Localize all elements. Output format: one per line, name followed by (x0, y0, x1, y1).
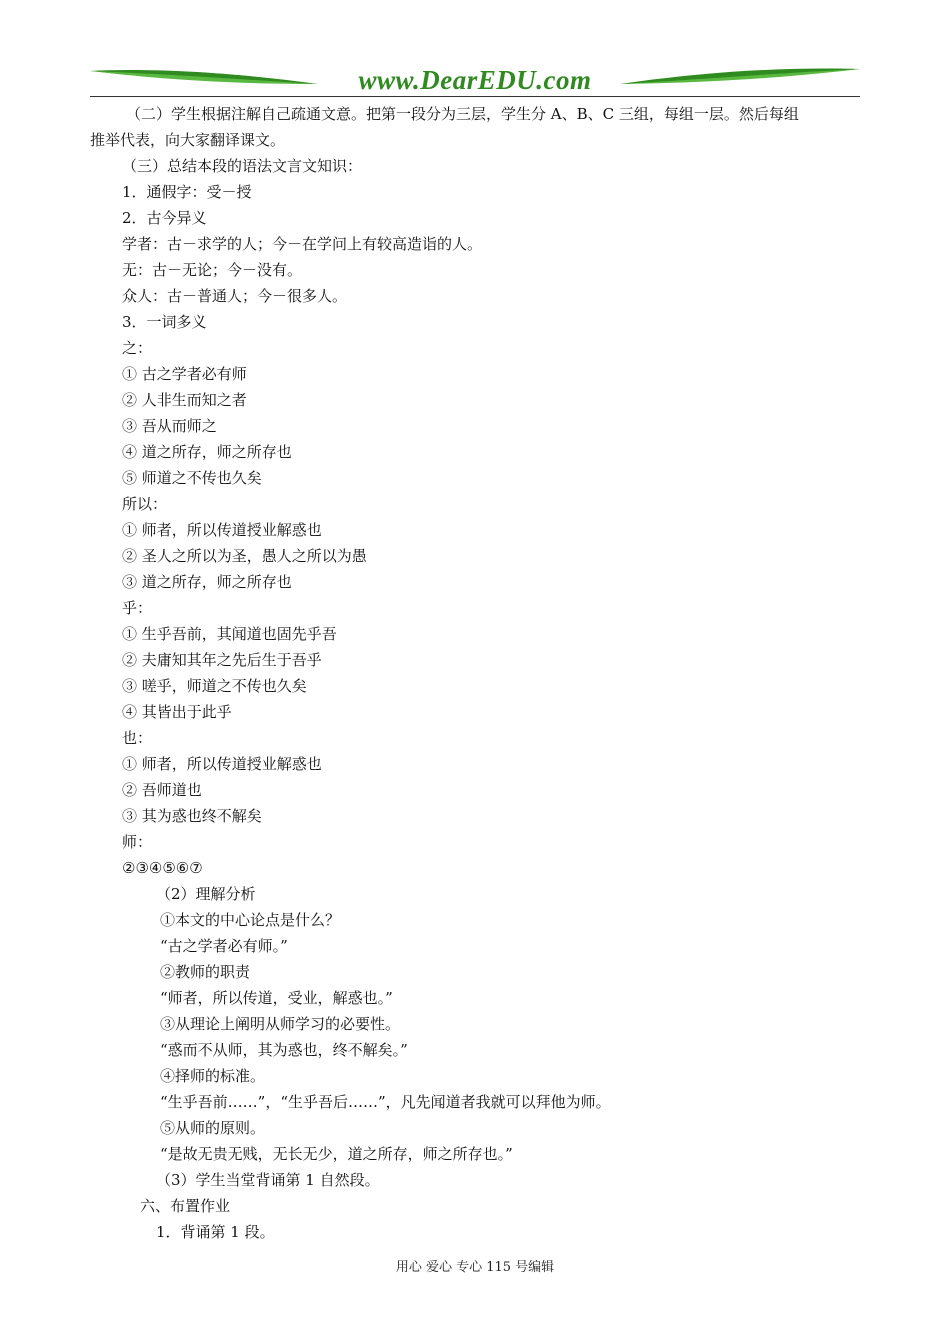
list-item: 2．古今异义 (122, 209, 207, 227)
example-line: ① 生乎吾前，其闻道也固先乎吾 (122, 625, 337, 643)
list-item: 3．一词多义 (122, 313, 207, 331)
word-heading: 师： (122, 833, 153, 851)
definition-line: 学者：古－求学的人；今－在学问上有较高造诣的人。 (122, 235, 483, 253)
word-heading: 乎： (122, 599, 153, 617)
example-line: ③ 吾从而师之 (122, 417, 217, 435)
answer-quote: “惑而不从师，其为惑也，终不解矣。” (160, 1041, 408, 1059)
section-heading: （2）理解分析 (156, 885, 256, 903)
answer-quote: “是故无贵无贱，无长无少，道之所存，师之所存也。” (160, 1145, 513, 1163)
question-line: ④择师的标准。 (160, 1067, 266, 1085)
site-logo-text: www.DearEDU.com (358, 65, 592, 95)
example-line: ⑤ 师道之不传也久矣 (122, 469, 262, 487)
document-body (90, 101, 860, 1245)
question-line: ①本文的中心论点是什么？ (160, 911, 341, 929)
section-heading: 六、布置作业 (140, 1197, 231, 1215)
example-line: ②③④⑤⑥⑦ (122, 859, 203, 877)
word-heading: 之： (122, 339, 153, 357)
example-line: ② 夫庸知其年之先后生于吾乎 (122, 651, 322, 669)
list-item: 1．通假字：受－授 (122, 183, 252, 201)
list-item: 1．背诵第 1 段。 (156, 1223, 275, 1241)
example-line: ③ 道之所存，师之所存也 (122, 573, 292, 591)
example-line: ④ 其皆出于此乎 (122, 703, 232, 721)
word-heading: 所以： (122, 495, 168, 513)
question-line: ②教师的职责 (160, 963, 251, 981)
site-header-banner (90, 62, 860, 98)
definition-line: 无：古－无论；今－没有。 (122, 261, 303, 279)
answer-quote: “古之学者必有师。” (160, 937, 288, 955)
example-line: ③ 嗟乎，师道之不传也久矣 (122, 677, 307, 695)
section-heading: （三）总结本段的语法文言文知识： (122, 157, 363, 175)
answer-quote: “生乎吾前……”，“生乎吾后……”，凡先闻道者我就可以拜他为师。 (160, 1093, 611, 1111)
example-line: ③ 其为惑也终不解矣 (122, 807, 262, 825)
word-heading: 也： (122, 729, 153, 747)
section-heading: （3）学生当堂背诵第 1 自然段。 (156, 1171, 380, 1189)
example-line: ① 师者，所以传道授业解惑也 (122, 755, 322, 773)
question-line: ⑤从师的原则。 (160, 1119, 266, 1137)
page-footer: 用心 爱心 专心 115 号编辑 (395, 1260, 555, 1275)
paragraph-line: （二）学生根据注解自己疏通文意。把第一段分为三层，学生分 A、B、C 三组，每组一层。然后每组 (126, 105, 799, 123)
definition-line: 众人：古－普通人；今－很多人。 (122, 287, 348, 305)
header-divider (90, 96, 860, 97)
example-line: ④ 道之所存，师之所存也 (122, 443, 292, 461)
example-line: ② 人非生而知之者 (122, 391, 247, 409)
example-line: ① 师者，所以传道授业解惑也 (122, 521, 322, 539)
paragraph-line: 推举代表，向大家翻译课文。 (90, 131, 286, 149)
example-line: ① 古之学者必有师 (122, 365, 247, 383)
example-line: ② 圣人之所以为圣，愚人之所以为愚 (122, 547, 367, 565)
question-line: ③从理论上阐明从师学习的必要性。 (160, 1015, 401, 1033)
answer-quote: “师者，所以传道，受业，解惑也。” (160, 989, 393, 1007)
example-line: ② 吾师道也 (122, 781, 202, 799)
